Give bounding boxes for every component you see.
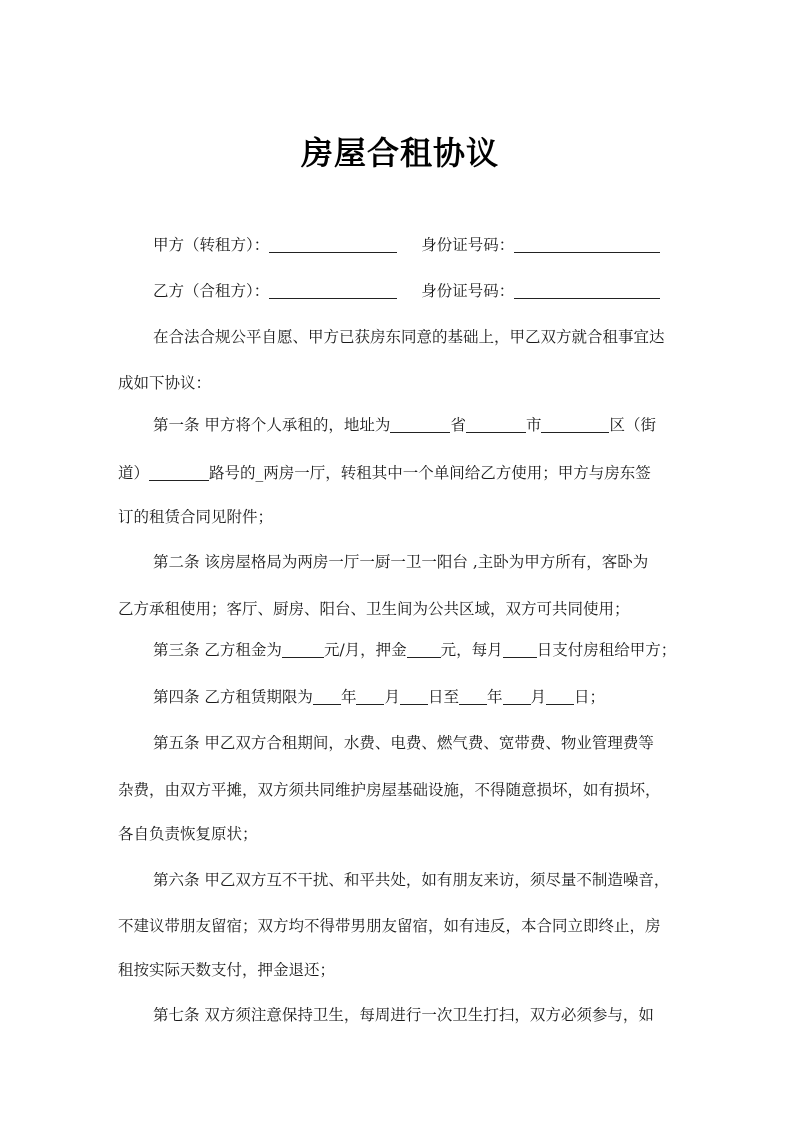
party-b-id-blank: [514, 278, 660, 299]
term-label: 第四条 乙方租赁期限为: [153, 688, 313, 706]
article-1-text: 第一条 甲方将个人承租的，地址为: [153, 416, 391, 434]
start-day-blank: [400, 684, 428, 705]
start-year-label: 年: [340, 688, 357, 706]
party-b-line: [153, 276, 660, 306]
start-year-blank: [313, 684, 341, 705]
end-month-label: 月: [530, 688, 547, 706]
article-6-line-2: 不建议带朋友留宿；双方均不得带男朋友留宿，如有违反，本合同立即终止，房: [118, 917, 661, 935]
article-1-line-2: [118, 458, 651, 488]
party-a-name-blank: [269, 232, 397, 253]
party-b-label: 乙方（合租方）：: [153, 282, 270, 300]
article-3-line: [153, 635, 676, 665]
intro-line-2: 成如下协议：: [118, 374, 212, 392]
article-6-line-3: 租按实际天数支付，押金退还；: [118, 961, 336, 979]
party-b-id-label: 身份证号码：: [421, 282, 515, 300]
article-2-line-1: 第二条 该房屋格局为两房一厅一厨一卫一阳台 ,主卧为甲方所有，客卧为: [153, 553, 649, 571]
party-a-line: [153, 230, 660, 260]
article-1-text-2: 路号的_两房一厅，转租其中一个单间给乙方使用；甲方与房东签: [209, 464, 651, 482]
article-4-line: [153, 682, 605, 712]
start-day-label: 日至: [427, 688, 459, 706]
end-year-blank: [459, 684, 487, 705]
deposit-label: 元/月，押金: [323, 641, 407, 659]
end-year-label: 年: [486, 688, 503, 706]
payment-text: 日支付房租给甲方；: [536, 641, 677, 659]
district-label: 区（街: [609, 416, 656, 434]
article-5-line-3: 各自负责恢复原状；: [118, 825, 258, 843]
article-6-line-1: 第六条 甲乙双方互不干扰、和平共处，如有朋友来访，须尽量不制造噪音，: [153, 871, 670, 889]
start-month-label: 月: [384, 688, 400, 706]
end-day-blank: [546, 684, 574, 705]
payday-label: 元，每月: [440, 641, 503, 659]
party-a-id-label: 身份证号码：: [421, 236, 515, 254]
district-blank: [541, 412, 609, 433]
start-month-blank: [356, 684, 384, 705]
street-label: 道）: [118, 464, 150, 482]
province-label: 省: [450, 416, 466, 434]
party-a-id-blank: [514, 232, 660, 253]
street-blank: [149, 460, 209, 481]
deposit-blank: [407, 637, 441, 658]
article-1-line-1: [153, 410, 656, 440]
intro-line-1: 在合法合规公平自愿、甲方已获房东同意的基础上，甲乙双方就合租事宜达: [153, 328, 665, 346]
province-blank: [390, 412, 450, 433]
document-title: 房屋合租协议: [300, 134, 499, 172]
party-b-name-blank: [269, 278, 397, 299]
article-5-line-1: 第五条 甲乙双方合租期间，水费、电费、燃气费、宽带费、物业管理费等: [153, 734, 654, 752]
payday-blank: [503, 637, 537, 658]
rent-label: 第三条 乙方租金为: [153, 641, 282, 659]
article-7-line-1: 第七条 双方须注意保持卫生，每周进行一次卫生打扫，双方必须参与，如: [153, 1006, 654, 1024]
rent-blank: [282, 637, 324, 658]
end-day-label: 日；: [574, 688, 606, 706]
end-month-blank: [503, 684, 531, 705]
article-1-line-3: 订的租赁合同见附件；: [118, 508, 274, 526]
party-a-label: 甲方（转租方）：: [153, 236, 270, 254]
city-label: 市: [525, 416, 542, 434]
article-2-line-2: 乙方承租使用；客厅、厨房、阳台、卫生间为公共区域，双方可共同使用；: [118, 600, 630, 618]
city-blank: [466, 412, 526, 433]
article-5-line-2: 杂费，由双方平摊，双方须共同维护房屋基础设施，不得随意损坏，如有损坏，: [118, 781, 661, 799]
